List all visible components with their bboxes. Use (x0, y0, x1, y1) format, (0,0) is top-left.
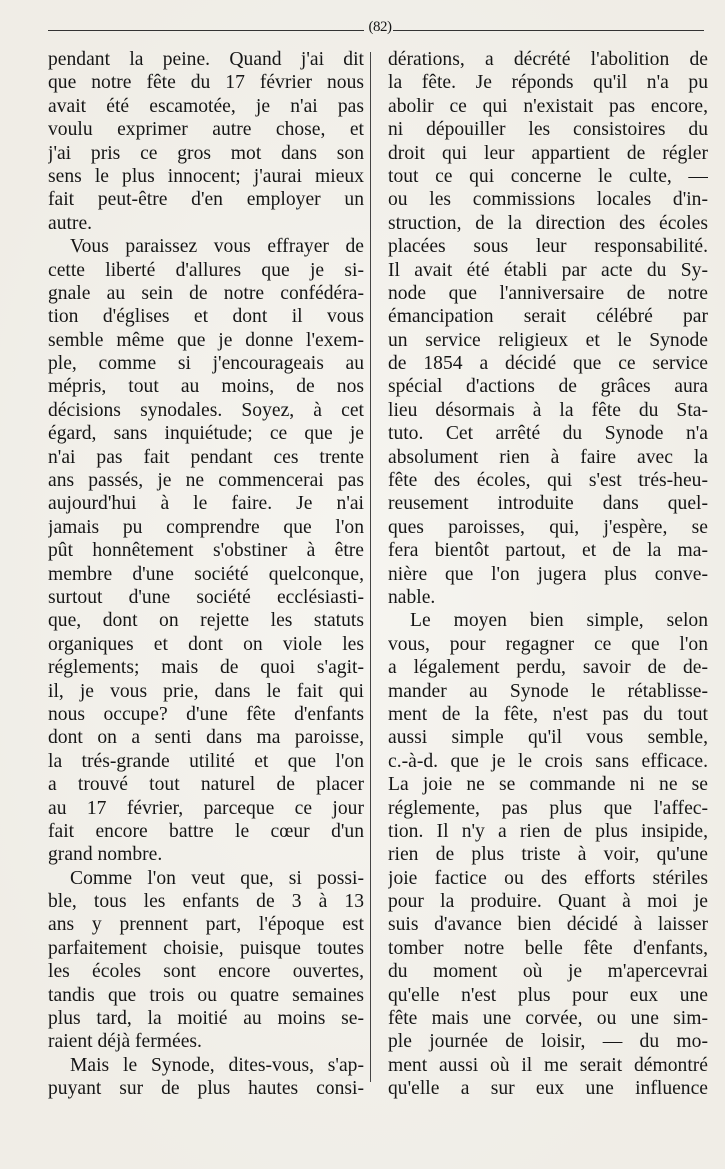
text-line: tomber notre belle fête d'enfants, (388, 937, 708, 959)
text-line: a légalement perdu, savoir de de- (388, 657, 708, 679)
page-header (48, 17, 704, 37)
text-line: autre. (48, 212, 93, 234)
text-line: réglemente, pas plus que l'affec- (388, 797, 708, 819)
text-line: ble, tous les enfants de 3 à 13 (48, 891, 364, 913)
text-line: rien de plus triste à voir, qu'une (388, 844, 708, 866)
text-line: fête mais une corvée, ou une sim- (388, 1008, 708, 1030)
text-line: parfaitement choisie, puisque toutes (48, 937, 364, 959)
text-line: réglements; mais de quoi s'agit- (48, 657, 364, 679)
text-line: puyant sur de plus hautes consi- (48, 1078, 364, 1100)
text-line: ple, comme si j'encourageais au (48, 353, 364, 375)
text-line: ple journée de loisir, — du mo- (388, 1031, 708, 1053)
text-line: tion. Il n'y a rien de plus insipide, (388, 820, 708, 842)
text-line: émancipation serait célébré par (388, 306, 708, 328)
text-line: lieu désormais à la fête du Sta- (388, 399, 708, 421)
text-line: node que l'anniversaire de notre (388, 282, 708, 304)
text-line: n'ai pas fait pendant ces trente (48, 446, 364, 468)
text-line: décisions synodales. Soyez, à cet (48, 399, 364, 421)
text-line: cette liberté d'allures que je si- (48, 259, 364, 281)
text-line: joie factice ou des efforts stériles (388, 867, 708, 889)
text-line: mépris, tout au moins, de nos (48, 376, 364, 398)
column-divider (370, 52, 371, 1082)
header-rule-left (48, 30, 364, 31)
text-line: que, dont on rejette les statuts (48, 610, 364, 632)
text-line: dont on a senti dans ma paroisse, (48, 727, 364, 749)
text-line: grand nombre. (48, 844, 163, 866)
text-line: a trouvé tout naturel de placer (48, 774, 364, 796)
text-line: pour la produire. Quant à moi je (388, 891, 708, 913)
text-line: droit qui leur appartient de régler (388, 142, 708, 164)
text-line: j'ai pris ce gros mot dans son (48, 142, 364, 164)
text-line: la fête. Je réponds qu'il n'a pu (388, 72, 708, 94)
right-column (388, 48, 708, 1101)
text-line: ni dépouiller les consistoires du (388, 119, 708, 141)
text-line: pendant la peine. Quand j'ai dit (48, 49, 364, 70)
text-line: tuto. Cet arrêté du Synode n'a (388, 423, 708, 445)
text-line: tandis que trois ou quatre semaines (48, 984, 364, 1006)
text-line: nable. (388, 586, 436, 608)
text-line: semble même que je donne l'exem- (48, 329, 364, 351)
text-line: raient déjà fermées. (48, 1031, 202, 1053)
text-line: ment aussi où il me serait démontré (388, 1054, 708, 1076)
text-line: il, je vous prie, dans le fait qui (48, 680, 364, 702)
text-line: gnale au sein de notre confédéra- (48, 282, 364, 304)
text-line: du moment où je m'apercevrai (388, 961, 708, 983)
text-line: struction, de la direction des écoles (388, 212, 708, 234)
text-line: ment de la fête, n'est pas du tout (388, 703, 708, 725)
text-line: reusement introduite dans quel- (388, 493, 708, 515)
text-line: suis d'avance bien décidé à laisser (388, 914, 708, 936)
text-line: Il avait été établi par acte du Sy- (388, 259, 708, 281)
text-line: ou les commissions locales d'in- (388, 189, 708, 211)
text-line: ques paroisses, qui, j'espère, se (388, 516, 708, 538)
text-line: au 17 février, parceque ce jour (48, 797, 364, 819)
text-line: dérations, a décrété l'abolition de (388, 49, 708, 70)
text-line: sens le plus innocent; j'aurai mieux (48, 165, 364, 187)
text-line: La joie ne se commande ni ne se (388, 774, 708, 796)
text-line: vous, pour regagner ce que l'on (388, 633, 708, 655)
text-line: tion d'églises et dont il vous (48, 306, 364, 328)
text-line: que notre fête du 17 février nous (48, 72, 364, 94)
text-line: mander au Synode le rétablisse- (388, 680, 708, 702)
text-line: voulu exprimer autre chose, et (48, 119, 364, 141)
text-line: la trés-grande utilité et que l'on (48, 750, 364, 772)
text-line: Le moyen bien simple, selon (410, 610, 708, 632)
text-line: Comme l'on veut que, si possi- (70, 867, 364, 889)
text-line: tout ce qui concerne le culte, — (388, 165, 708, 187)
text-line: de 1854 a décidé que ce service (388, 353, 708, 375)
text-line: membre d'une société quelconque, (48, 563, 364, 585)
text-line: Vous paraissez vous effrayer de (70, 236, 364, 258)
text-line: avait été escamotée, je n'ai pas (48, 95, 364, 117)
text-line: placées sous leur responsabilité. (388, 236, 708, 258)
text-line: fait encore battre le cœur d'un (48, 820, 364, 842)
text-line: qu'elle n'est plus pour eux une (388, 984, 708, 1006)
header-rule-right (393, 30, 704, 31)
text-line: aussi simple qu'il vous semble, (388, 727, 708, 749)
text-line: les écoles sont encore ouvertes, (48, 961, 364, 983)
text-line: organiques et dont on viole les (48, 633, 364, 655)
left-column (48, 48, 364, 1101)
text-line: plus tard, la moitié au moins se- (48, 1008, 364, 1030)
text-line: pût honnêtement s'obstiner à être (48, 540, 364, 562)
text-line: fera bientôt partout, et de la ma- (388, 540, 708, 562)
text-line: ans y prennent part, l'époque est (48, 914, 364, 936)
text-line: ans passés, je ne commencerai pas (48, 470, 364, 492)
page-number: (82) (368, 19, 392, 35)
text-line: qu'elle a sur eux une influence (388, 1078, 708, 1100)
text-line: jamais pu comprendre que l'on (48, 516, 364, 538)
text-line: nière que l'on jugera plus conve- (388, 563, 708, 585)
text-line: fait peut-être d'en employer un (48, 189, 364, 211)
text-line: fête des écoles, qui s'est trés-heu- (388, 470, 708, 492)
text-line: aujourd'hui à le faire. Je n'ai (48, 493, 364, 515)
text-line: surtout d'une société ecclésiasti- (48, 586, 364, 608)
text-line: absolument rien à faire avec la (388, 446, 708, 468)
text-line: spécial d'actions de grâces aura (388, 376, 708, 398)
text-line: un service religieux et le Synode (388, 329, 708, 351)
text-line: c.-à-d. que je le crois sans efficace. (388, 750, 708, 772)
text-line: abolir ce qui n'existait pas encore, (388, 95, 708, 117)
text-line: nous occupe? d'une fête d'enfants (48, 703, 364, 725)
text-line: Mais le Synode, dites-vous, s'ap- (70, 1054, 364, 1076)
text-line: égard, sans inquiétude; ce que je (48, 423, 364, 445)
